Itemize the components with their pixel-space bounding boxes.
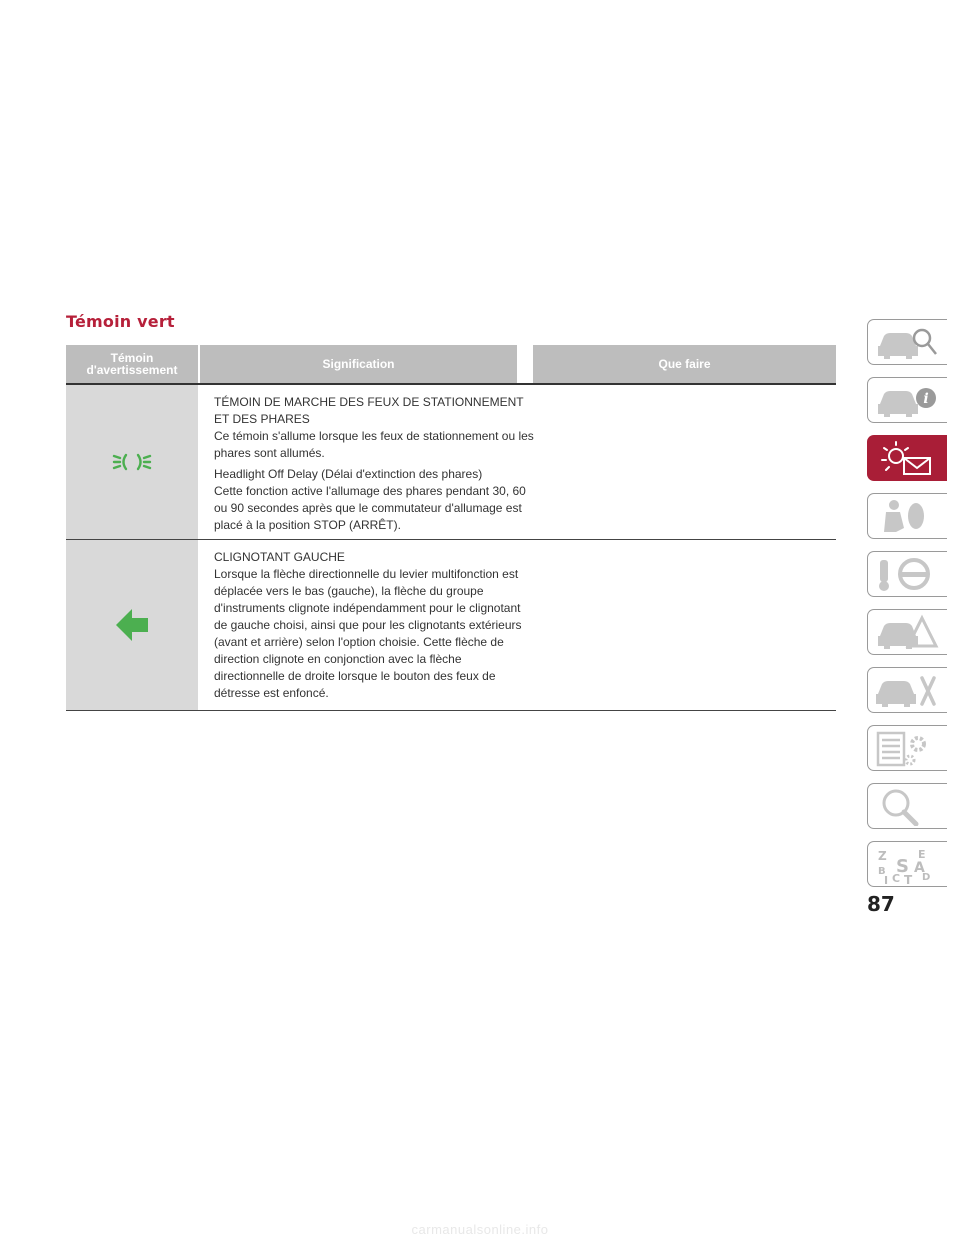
header-signification: Signification <box>200 345 517 383</box>
table-row <box>66 540 836 710</box>
index-letter: A <box>914 860 925 876</box>
header-icon-line1: Témoin <box>110 351 154 365</box>
nav-tab-specifications[interactable] <box>867 725 947 771</box>
nav-tab-key-steering[interactable] <box>867 551 947 597</box>
index-letter: S <box>896 856 909 877</box>
table-row <box>66 385 836 539</box>
left-turn-arrow-icon <box>114 607 150 643</box>
row-title: TÉMOIN DE MARCHE DES FEUX DE STATIONNEMENT ET DES PHARES <box>214 395 524 426</box>
nav-tab-car-info[interactable] <box>867 377 947 423</box>
row-title: Headlight Off Delay (Délai d'extinction des phares) <box>214 467 483 481</box>
row-body: Lorsque la flèche directionnelle du levier multifonction est déplacée vers le bas (gauche), la flèche du groupe d'instruments clignote indépendamment pour le clignotant de gauche choisi, ainsi que pour les clignotants extérieurs (avant et arrière) selon l'option choisie. Cette flèche de direction clignote en conjonction avec la flèche directionnelle de droite lorsque le bouton des feux de détresse est enfoncé. <box>214 567 522 700</box>
index-letter: D <box>922 872 931 883</box>
parking-lights-icon <box>112 450 152 474</box>
nav-tab-search[interactable] <box>867 783 947 829</box>
nav-tab-breakdown[interactable] <box>867 609 947 655</box>
header-icon-line2: d'avertissement <box>86 363 178 377</box>
car-breakdown-warning-icon <box>874 614 944 652</box>
search-magnifier-icon <box>874 788 944 826</box>
specifications-gear-icon <box>874 730 944 768</box>
page-number: 87 <box>867 892 895 916</box>
section-title: Témoin vert <box>66 312 175 331</box>
signification-cell <box>214 549 534 706</box>
watermark: carmanualsonline.info <box>411 1222 549 1237</box>
index-letter: Z <box>878 849 887 863</box>
car-search-icon <box>874 324 944 362</box>
nav-tab-index[interactable] <box>867 841 947 887</box>
signification-cell <box>214 394 534 538</box>
svg-text:i: i <box>923 391 929 407</box>
key-steering-wheel-icon <box>874 556 944 594</box>
nav-tab-maintenance[interactable] <box>867 667 947 713</box>
warning-light-message-icon <box>874 440 944 478</box>
row-body: Ce témoin s'allume lorsque les feux de stationnement ou les phares sont allumés. <box>214 429 534 460</box>
row-rule <box>66 710 836 711</box>
index-letter: C <box>892 872 901 884</box>
header-icon-column <box>66 345 198 383</box>
seat-airbag-icon <box>874 498 944 536</box>
icon-cell <box>66 385 198 539</box>
row-title: CLIGNOTANT GAUCHE <box>214 550 345 564</box>
nav-tab-car-search[interactable] <box>867 319 947 365</box>
index-letter: I <box>884 874 889 884</box>
row-body: Cette fonction active l'allumage des phares pendant 30, 60 ou 90 secondes après que le commutateur d'allumage est placé à la position STOP (ARRÊT). <box>214 484 526 532</box>
alphabetical-index-icon <box>874 846 944 884</box>
nav-tab-warning-lights[interactable] <box>867 435 947 481</box>
header-que-faire: Que faire <box>533 345 836 383</box>
car-info-icon <box>874 382 944 420</box>
nav-tab-seat-airbag[interactable] <box>867 493 947 539</box>
index-letter: T <box>904 873 913 884</box>
index-letter: B <box>878 866 886 877</box>
car-maintenance-wrench-icon <box>874 672 944 710</box>
index-letter: E <box>918 848 926 861</box>
icon-cell <box>66 540 198 710</box>
